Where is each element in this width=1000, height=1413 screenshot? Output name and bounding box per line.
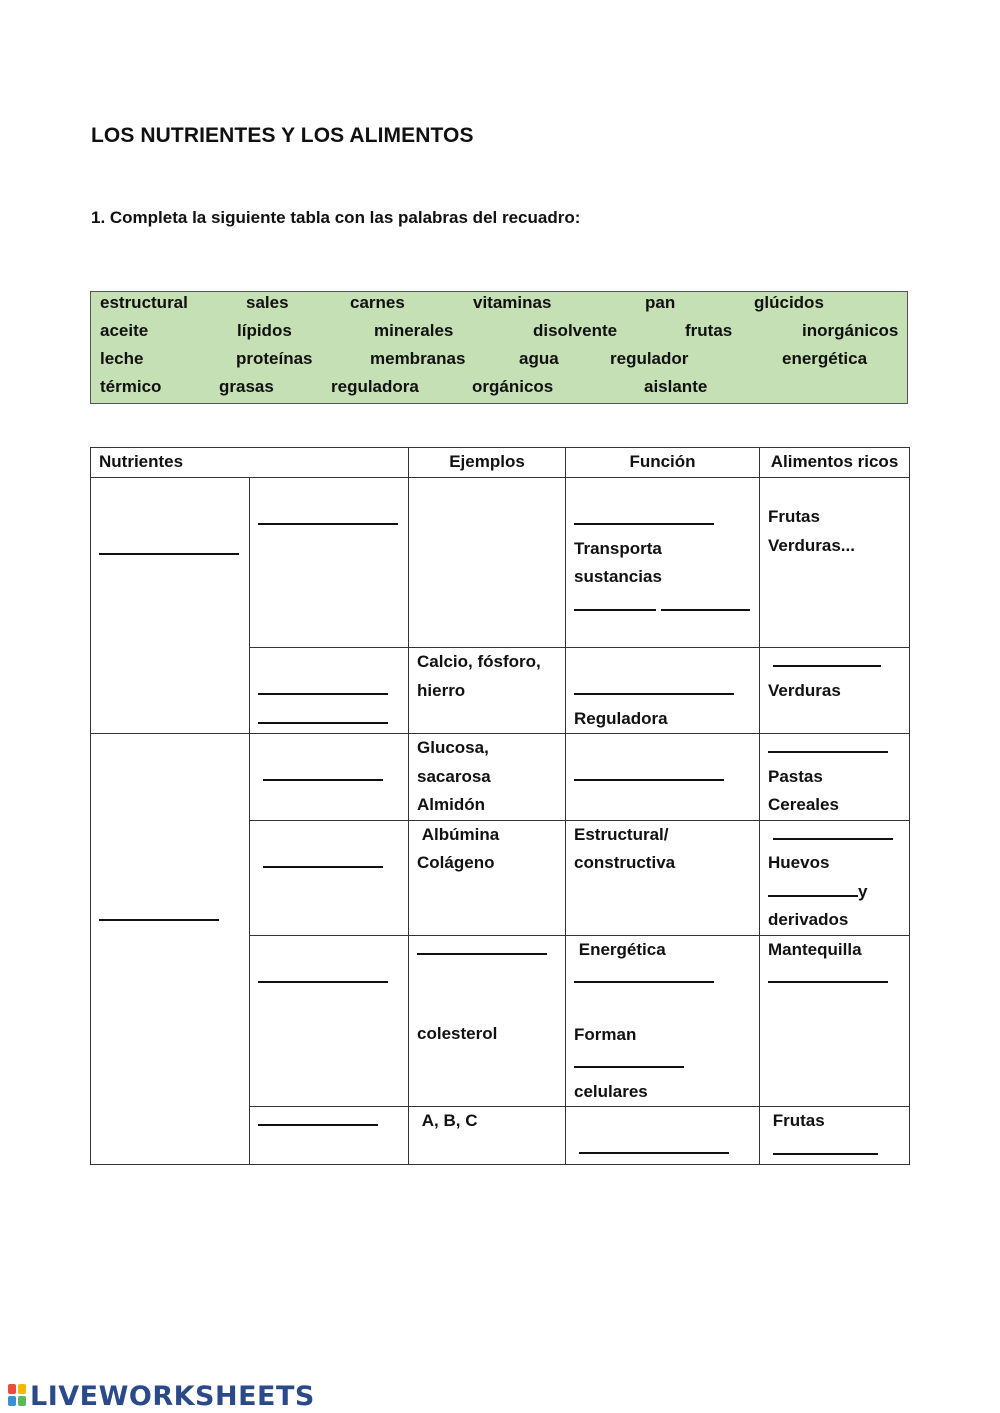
examples-cell	[409, 1107, 566, 1165]
examples-cell	[409, 734, 566, 821]
word: glúcidos	[754, 293, 824, 312]
word: membranas	[370, 349, 466, 368]
nutrient-cell	[250, 820, 409, 935]
blank-field[interactable]	[768, 879, 858, 897]
function-cell	[566, 648, 760, 734]
examples-cell	[409, 820, 566, 935]
word: térmico	[100, 377, 162, 396]
word-bank-row	[91, 377, 907, 405]
foods-cell	[760, 478, 910, 648]
foods-text: derivados	[768, 910, 849, 929]
examples-text: Almidón	[417, 795, 486, 814]
function-text: constructiva	[574, 853, 676, 872]
word: sales	[246, 293, 289, 312]
nutrient-cell	[250, 935, 409, 1107]
blank-field[interactable]	[661, 593, 750, 611]
blank-field[interactable]	[258, 507, 398, 525]
blank-field[interactable]	[574, 507, 714, 525]
foods-text: Frutas	[768, 507, 820, 526]
examples-text: sacarosa	[417, 766, 491, 786]
word: proteínas	[236, 349, 313, 368]
examples-cell	[409, 648, 566, 734]
word: lípidos	[237, 321, 292, 340]
examples-text: A, B, C	[421, 1111, 478, 1130]
table-row	[91, 478, 910, 648]
nutrients-table	[90, 447, 910, 1165]
examples-text: hierro	[417, 680, 466, 700]
examples-text: colesterol	[417, 1024, 498, 1043]
word: minerales	[374, 321, 454, 340]
examples-cell	[409, 935, 566, 1107]
logo-text: LIVEWORKSHEETS	[30, 1381, 315, 1412]
foods-text: Cereales	[768, 795, 839, 814]
word: agua	[519, 349, 559, 368]
function-text: Estructural/	[574, 824, 669, 844]
blank-field[interactable]	[574, 593, 656, 611]
blank-field[interactable]	[99, 537, 239, 555]
blank-field[interactable]	[773, 649, 881, 667]
word-bank-row	[91, 321, 907, 349]
nutrient-cell	[250, 1107, 409, 1165]
blank-field[interactable]	[263, 850, 383, 868]
header-alimentos: Alimentos ricos	[760, 448, 910, 478]
word-bank	[90, 291, 908, 404]
foods-text: Huevos	[768, 853, 830, 872]
worksheet-title: LOS NUTRIENTES Y LOS ALIMENTOS	[91, 124, 474, 147]
blank-field[interactable]	[99, 903, 219, 921]
nutrient-group-cell	[91, 734, 250, 1165]
header-nutrientes: Nutrientes	[91, 448, 409, 478]
foods-cell	[760, 648, 910, 734]
word: aislante	[644, 377, 708, 396]
nutrient-cell	[250, 648, 409, 734]
foods-cell	[760, 734, 910, 821]
table-header-row	[91, 448, 910, 478]
foods-text: Mantequilla	[768, 939, 862, 959]
word: inorgánicos	[802, 321, 899, 340]
blank-field[interactable]	[579, 1136, 729, 1154]
word: regulador	[610, 349, 689, 368]
word: orgánicos	[472, 377, 554, 396]
blank-field[interactable]	[574, 677, 734, 695]
foods-text: Pastas	[768, 766, 823, 786]
foods-text: Verduras...	[768, 535, 855, 555]
function-text: celulares	[574, 1081, 648, 1101]
blank-field[interactable]	[574, 965, 714, 983]
word: grasas	[219, 377, 274, 396]
examples-text: Colágeno	[417, 853, 495, 872]
table-row	[91, 734, 910, 821]
word: energética	[782, 349, 868, 368]
examples-text: Albúmina	[421, 824, 500, 844]
foods-cell	[760, 820, 910, 935]
word: leche	[100, 349, 144, 368]
foods-cell	[760, 935, 910, 1107]
word: aceite	[100, 321, 149, 340]
function-text: Energética	[578, 939, 666, 959]
blank-field[interactable]	[773, 822, 893, 840]
word: estructural	[100, 293, 188, 312]
blank-field[interactable]	[574, 1050, 684, 1068]
instruction-text: 1. Completa la siguiente tabla con las palabras del recuadro:	[91, 208, 581, 227]
examples-cell	[409, 478, 566, 648]
nutrient-cell	[250, 478, 409, 648]
blank-field[interactable]	[574, 763, 724, 781]
word: pan	[645, 293, 676, 312]
word: frutas	[685, 321, 733, 340]
blank-field[interactable]	[773, 1137, 878, 1155]
blank-field[interactable]	[768, 735, 888, 753]
function-cell	[566, 935, 760, 1107]
nutrient-group-cell	[91, 478, 250, 734]
word: carnes	[350, 293, 405, 312]
word-bank-row	[91, 293, 907, 321]
blank-field[interactable]	[258, 706, 388, 724]
function-cell	[566, 1107, 760, 1165]
function-text: sustancias	[574, 567, 662, 586]
foods-cell	[760, 1107, 910, 1165]
function-cell	[566, 478, 760, 648]
examples-text: Glucosa,	[417, 738, 489, 757]
blank-field[interactable]	[258, 677, 388, 695]
function-text: Transporta	[574, 538, 662, 558]
foods-text: y	[858, 881, 868, 901]
logo-icon	[8, 1384, 28, 1408]
word: vitaminas	[473, 293, 552, 312]
blank-field[interactable]	[258, 1108, 378, 1126]
function-cell	[566, 734, 760, 821]
header-ejemplos: Ejemplos	[409, 448, 566, 478]
foods-text: Frutas	[772, 1111, 825, 1130]
blank-field[interactable]	[417, 937, 547, 955]
nutrient-cell	[250, 734, 409, 821]
foods-text: Verduras	[768, 680, 841, 700]
word: reguladora	[331, 377, 419, 396]
function-cell	[566, 820, 760, 935]
blank-field[interactable]	[768, 965, 888, 983]
word: disolvente	[533, 321, 618, 340]
examples-text: Calcio, fósforo,	[417, 652, 541, 671]
liveworksheets-logo	[8, 1381, 315, 1412]
blank-field[interactable]	[258, 965, 388, 983]
blank-field[interactable]	[263, 763, 383, 781]
header-funcion: Función	[566, 448, 760, 478]
word-bank-row	[91, 349, 907, 377]
function-text: Reguladora	[574, 708, 668, 728]
function-text: Forman	[574, 1024, 637, 1044]
